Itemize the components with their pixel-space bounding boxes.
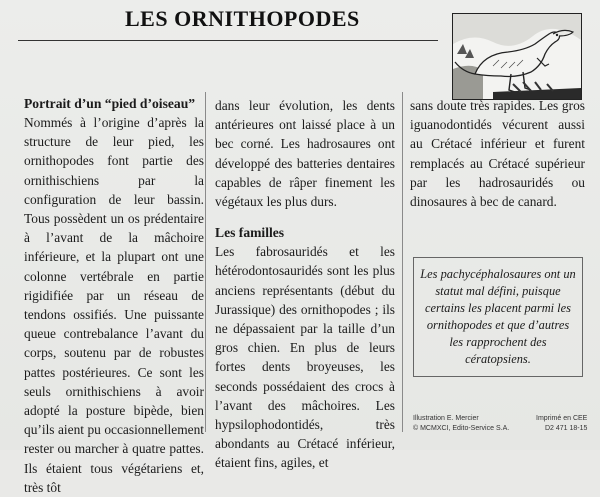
copyright-text: © MCMXCI, Edito-Service S.A.	[413, 424, 510, 432]
column-divider-1	[205, 92, 206, 432]
column-3	[410, 96, 585, 211]
column-divider-2	[402, 92, 403, 432]
dinosaur-drawing	[453, 14, 581, 99]
note-box	[413, 257, 583, 377]
column-2	[215, 96, 395, 473]
section-heading-portrait: Portrait d’un “pied d’oiseau”	[24, 96, 196, 111]
section-heading-familles: Les familles	[215, 225, 285, 241]
column-1	[24, 94, 204, 497]
column-2-text: dans leur évolution, les dents antérieures ont laissé place à un bec corné. Les hadrosaures ont développé des batteries dentaires capables de râper finement les végétaux les plus durs.	[215, 98, 395, 210]
section-text-familles: Les fabrosauridés et les hétérodontosauridés sont les plus anciens représentants (début du Jurassique) des ornithopodes ; ils ne dépassaient par la taille d’un gros chien. En plus de leurs fortes dents broyeuses, les seconds possédaient des crocs à l’avant des mâchoires. Les hypsilophodontidés, très abondants au Crétacé inférieur, étaient fins, agiles, et	[215, 244, 395, 471]
card-code: D2 471 18-15	[544, 424, 588, 432]
header-rule	[18, 40, 438, 41]
illustration-credit: Illustration E. Mercier	[413, 415, 479, 422]
column-3-text: sans doute très rapides. Les gros iguanodontidés vécurent aussi au Crétacé inférieur et furent remplacés au Crétacé supérieur par les hadrosauridés ou dinosaures à bec de canard.	[410, 98, 585, 210]
note-text: Les pachycéphalosaures ont un statut mal défini, puisque certains les placent parmi les ornithopodes et que d’autres les rapprochent des cératopsiens.	[420, 267, 576, 366]
section-text-portrait: Nommés à l’origine d’après la structure de leur pied, les ornithopodes font partie des ornithischiens par la configuration de leur bassin. Tous possèdent un os prédentaire à l’avant de la mâchoire inférieure, et la plupart ont une colonne vertébrale en partie rigidifiée par un réseau de tendons ossifiés. Une puissante queue contrebalance l’avant du corps, soutenu par de robustes pattes postérieures. Ce sont les seuls ornithischiens à avoir adopté la posture bipède, bien qu’ils aient pu occasionnellement rester ou marcher à quatre pattes. Ils étaient tous végétariens et, très tôt	[24, 115, 204, 495]
credits-right	[536, 414, 587, 433]
credits-left	[413, 414, 509, 433]
printed-text: Imprimé en CEE	[536, 415, 588, 422]
page-title: LES ORNITHOPODES	[125, 6, 360, 31]
dinosaur-illustration-icon	[452, 13, 582, 100]
